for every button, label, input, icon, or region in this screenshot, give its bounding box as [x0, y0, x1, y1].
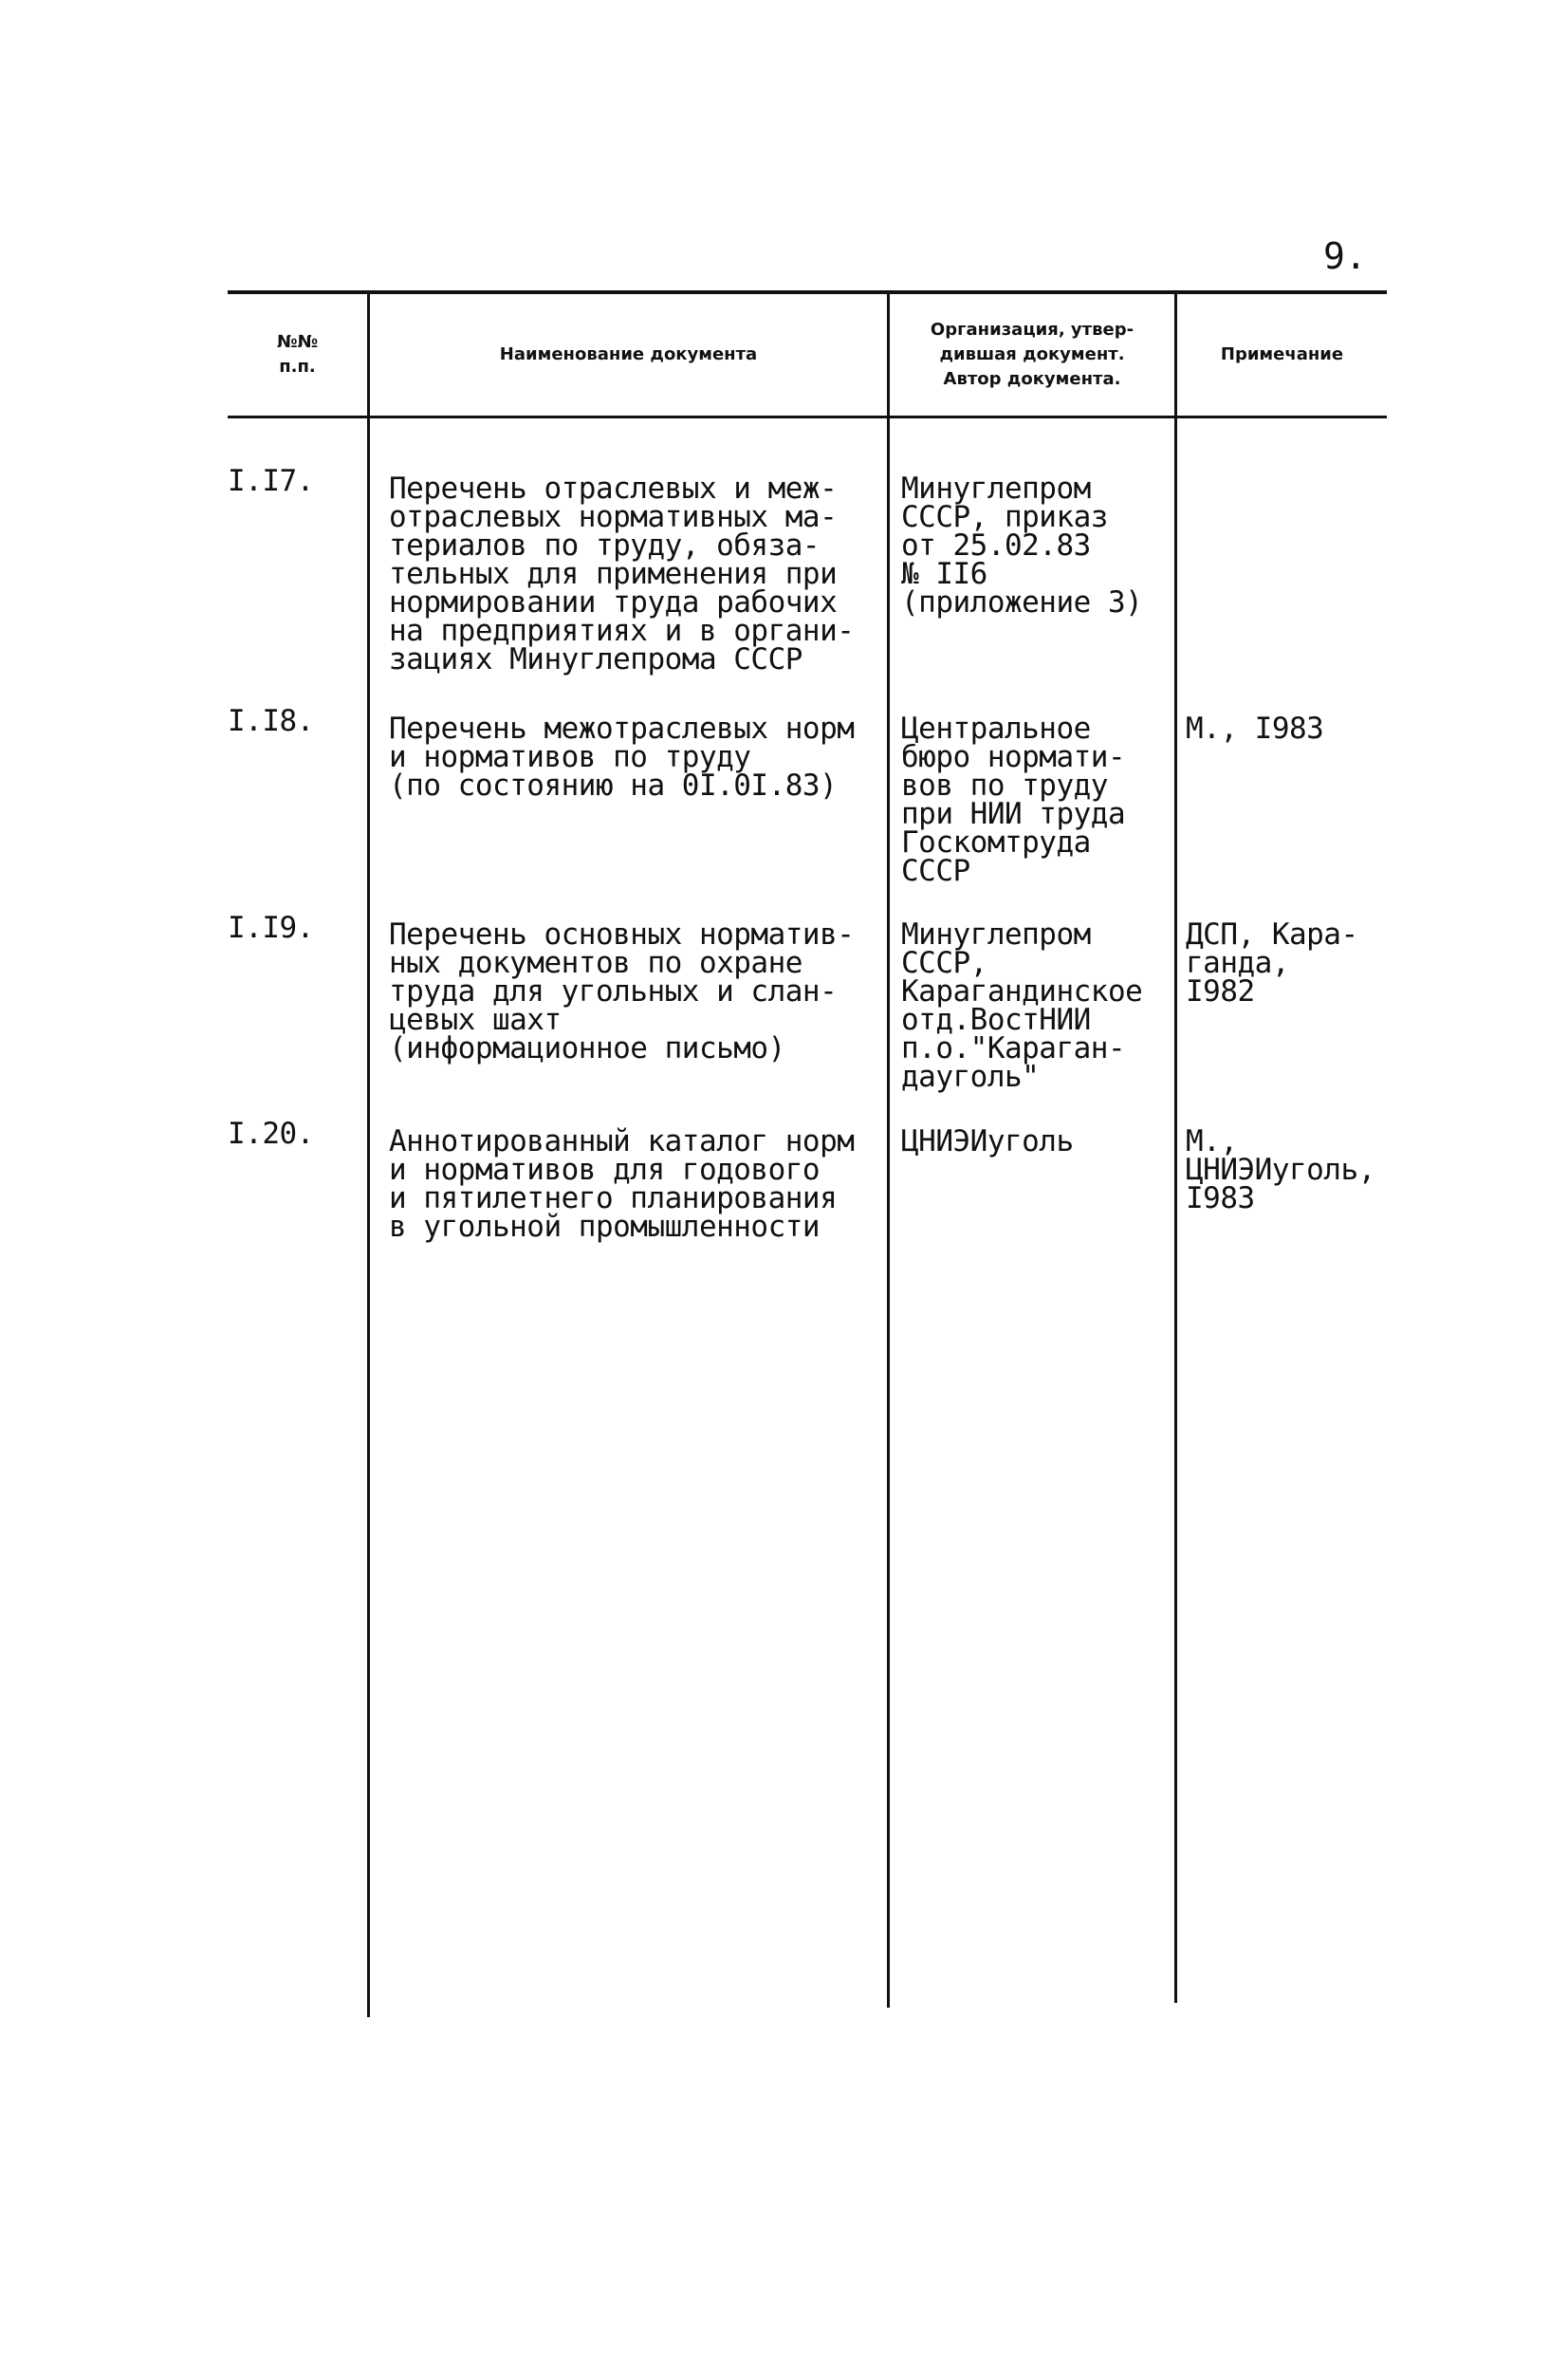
row-document-name: Перечень отраслевых и меж- отраслевых нормативных ма- териалов по труду, обяза- тельных для применения при нормировании труда рабочих на предприятиях и в органи- зациях Минуглепрома СССР [389, 472, 855, 676]
header-document-name-label: Наименование документа [499, 343, 758, 364]
page-number: 9. [1323, 235, 1367, 277]
row-note: М., ЦНИЭИуголь, I983 [1186, 1124, 1375, 1215]
row-document-name: Перечень основных норматив- ных документов по охране труда для угольных и слан- цевых шахт (информационное письмо) [389, 917, 855, 1065]
column-divider [367, 290, 370, 2017]
row-organization: ЦНИЭИуголь [901, 1124, 1074, 1158]
header-note [1177, 294, 1387, 416]
header-document-name [370, 294, 887, 416]
row-organization: Центральное бюро нормати- вов по труду при НИИ труда Госкомтруда СССР [901, 712, 1126, 888]
header-organization [890, 294, 1174, 416]
row-organization: Минуглепром СССР, приказ от 25.02.83 № II6 (приложение 3) [901, 472, 1143, 620]
row-document-name: Перечень межотраслевых норм и нормативов по труду (по состоянию на 0I.0I.83) [389, 712, 855, 803]
header-number-label: №№ п.п. [276, 331, 319, 377]
column-divider [887, 290, 890, 2008]
row-number: I.I8. [228, 704, 314, 738]
header-organization-label: Организация, утвер- дившая документ. Автор документа. [930, 319, 1134, 390]
header-number [228, 294, 367, 416]
row-organization: Минуглепром СССР, Карагандинское отд.ВостНИИ п.о."Караган- дауголь" [901, 917, 1143, 1094]
row-note: М., I983 [1186, 712, 1324, 746]
header-bottom-rule [228, 416, 1387, 418]
row-document-name: Аннотированный каталог норм и нормативов для годового и пятилетнего планирования в угольной промышленности [389, 1124, 855, 1244]
row-number: I.I7. [228, 464, 314, 498]
header-note-label: Примечание [1220, 343, 1344, 364]
row-number: I.I9. [228, 911, 314, 945]
row-note: ДСП, Кара- ганда, I982 [1186, 917, 1358, 1009]
column-divider [1174, 290, 1177, 2003]
row-number: I.20. [228, 1117, 314, 1151]
